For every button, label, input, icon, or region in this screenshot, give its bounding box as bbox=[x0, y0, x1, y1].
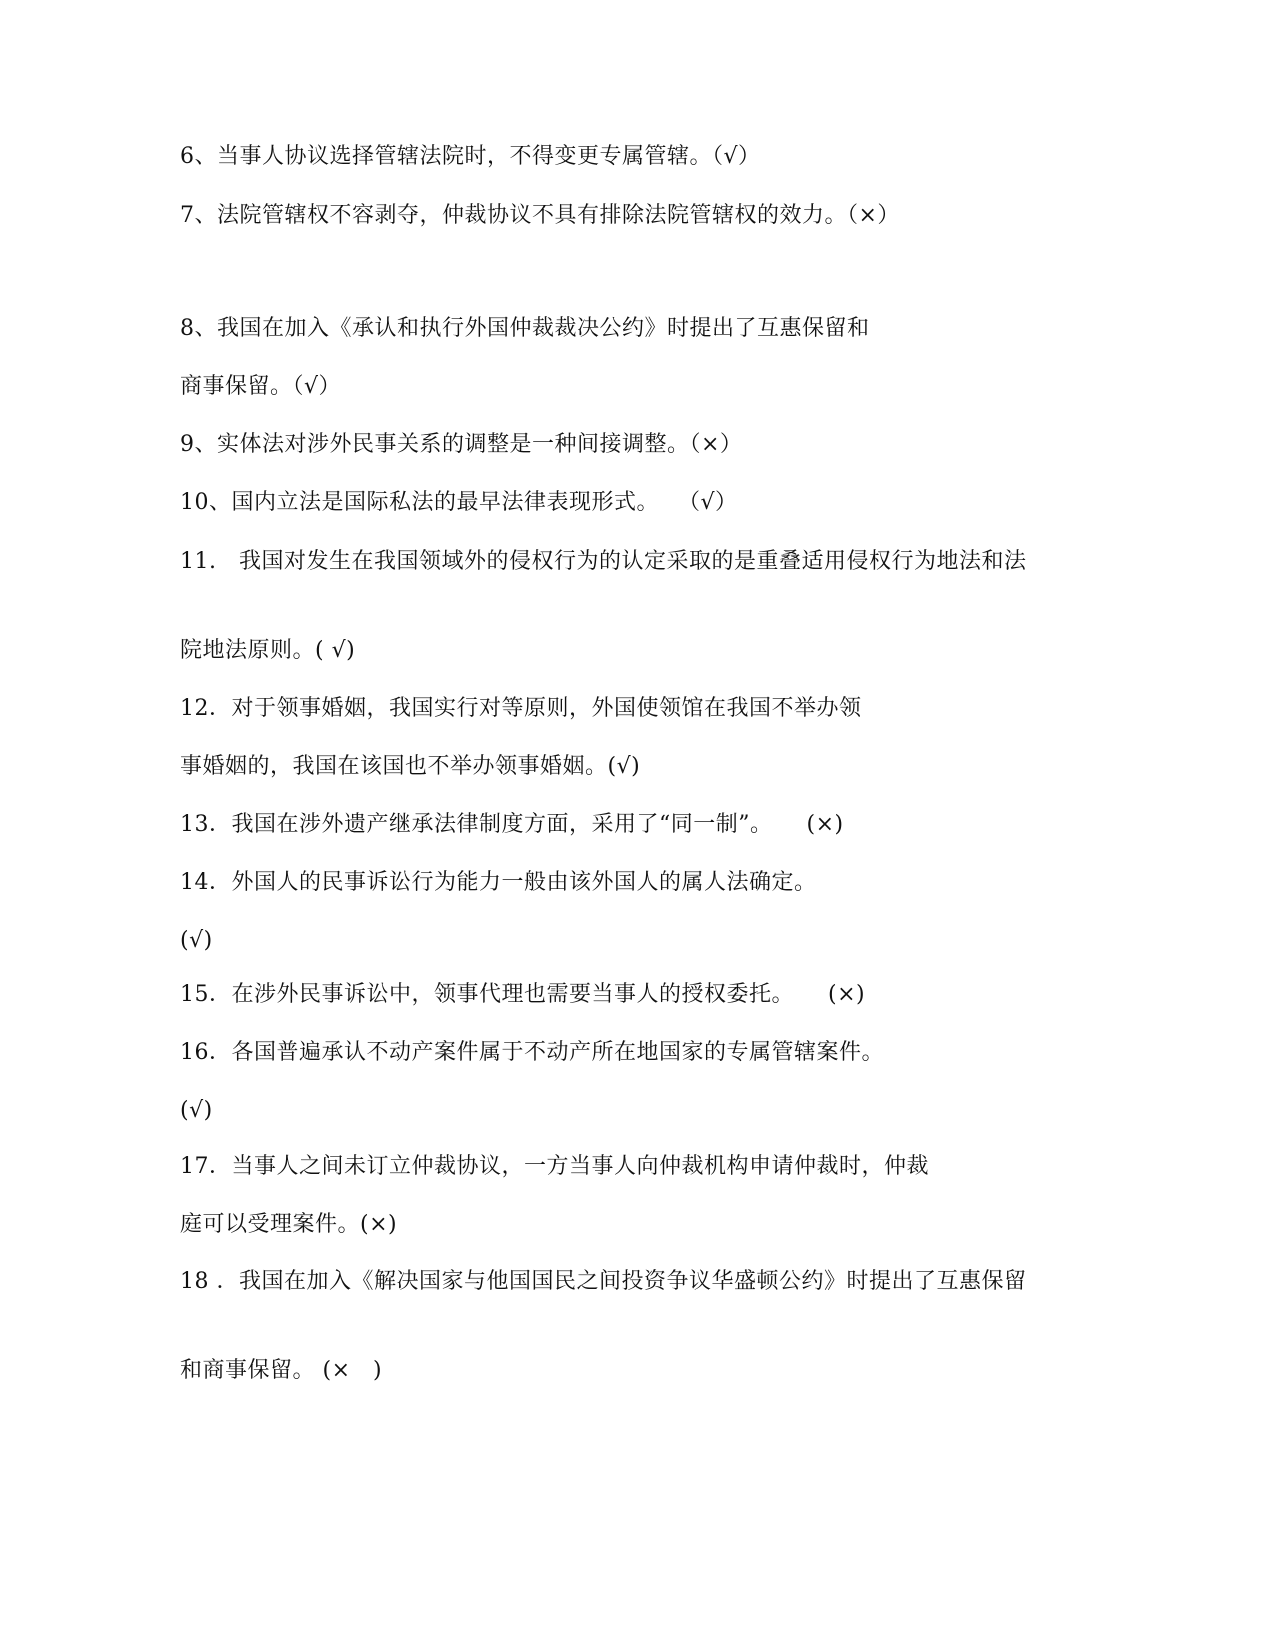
question-14-part-2: (√) bbox=[180, 928, 213, 953]
question-12-part-1: 12．对于领事婚姻，我国实行对等原则，外国使领馆在我国不举办领 bbox=[180, 696, 862, 721]
question-8-part-1: 8、我国在加入《承认和执行外国仲裁裁决公约》时提出了互惠保留和 bbox=[180, 316, 870, 341]
question-13: 13．我国在涉外遗产继承法律制度方面，采用了“同一制”。 (×) bbox=[180, 812, 844, 837]
question-6: 6、当事人协议选择管辖法院时，不得变更专属管辖。（√） bbox=[180, 144, 761, 169]
question-8-part-2: 商事保留。（√） bbox=[180, 374, 342, 399]
question-11-part-1: 11. 我国对发生在我国领域外的侵权行为的认定采取的是重叠适用侵权行为地法和法 bbox=[180, 549, 1027, 574]
question-10: 10、国内立法是国际私法的最早法律表现形式。 （√） bbox=[180, 490, 738, 515]
question-16-part-1: 16．各国普遍承认不动产案件属于不动产所在地国家的专属管辖案件。 bbox=[180, 1040, 884, 1065]
question-12-part-2: 事婚姻的，我国在该国也不举办领事婚姻。(√) bbox=[180, 754, 641, 779]
question-17-part-1: 17．当事人之间未订立仲裁协议，一方当事人向仲裁机构申请仲裁时，仲裁 bbox=[180, 1154, 929, 1179]
question-18-part-1: 18 ．我国在加入《解决国家与他国国民之间投资争议华盛顿公约》时提出了互惠保留 bbox=[180, 1269, 1027, 1294]
question-11-part-2: 院地法原则。( √) bbox=[180, 638, 356, 663]
question-14-part-1: 14．外国人的民事诉讼行为能力一般由该外国人的属人法确定。 bbox=[180, 870, 817, 895]
question-9: 9、实体法对涉外民事关系的调整是一种间接调整。（×） bbox=[180, 432, 743, 457]
question-18-part-2: 和商事保留。 (× ) bbox=[180, 1358, 383, 1383]
question-16-part-2: (√) bbox=[180, 1098, 213, 1123]
question-7: 7、法院管辖权不容剥夺，仲裁协议不具有排除法院管辖权的效力。（×） bbox=[180, 203, 900, 228]
question-15: 15．在涉外民事诉讼中，领事代理也需要当事人的授权委托。 (×) bbox=[180, 982, 866, 1007]
question-17-part-2: 庭可以受理案件。(×) bbox=[180, 1212, 398, 1237]
